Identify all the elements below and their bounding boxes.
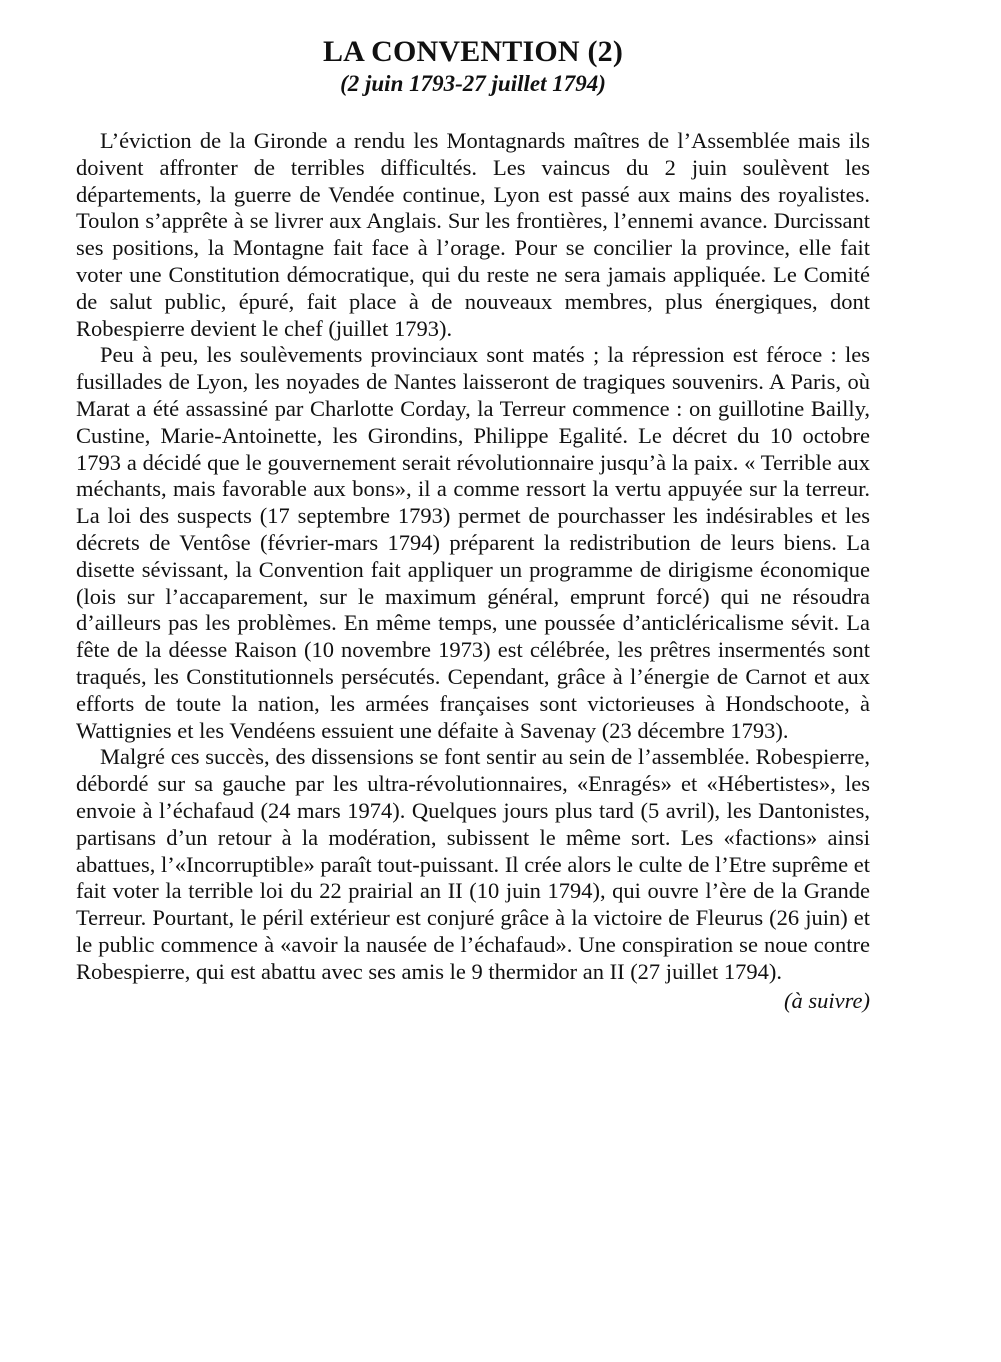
article-body [76, 128, 870, 1013]
page-title: LA CONVENTION (2) [322, 35, 624, 68]
document-page [76, 35, 870, 1013]
paragraph-2: Peu à peu, les soulèvements provinciaux sont matés ; la répression est féroce : les fusillades de Lyon, les noyades de Nantes laisseront de tragiques souvenirs. A Paris, où Marat a été assassiné par Charlotte Corday, la Terreur commence : on guillotine Bailly, Custine, Marie-Antoinette, les Girondins, Philippe Egalité. Le décret du 10 octobre 1793 a décidé que le gouvernement serait révolutionnaire jusqu’à la paix. « Terrible aux méchants, mais favorable aux bons», il a comme ressort la vertu appuyée sur la terreur. La loi des suspects (17 septembre 1793) permet de pourchasser les indésirables et les décrets de Ventôse (février-mars 1794) préparent la redistribution de leurs biens. La disette sévissant, la Convention fait appliquer un programme de dirigisme économique (lois sur l’accaparement, sur le maximum général, emprunt forcé) qui ne résoudra d’ailleurs pas les problèmes. En même temps, une poussée d’anticléricalisme sévit. La fête de la déesse Raison (10 novembre 1973) est célébrée, les prêtres insermentés sont traqués, les Constitutionnels persécutés. Cependant, grâce à l’énergie de Carnot et aux efforts de toute la nation, les armées françaises sont victorieuses à Hondschoote, à Wattignies et les Vendéens essuient une défaite à Savenay (23 décembre 1793). [76, 342, 870, 743]
page-subtitle: (2 juin 1793-27 juillet 1794) [340, 71, 606, 96]
paragraph-1: L’éviction de la Gironde a rendu les Montagnards maîtres de l’Assemblée mais ils doivent affronter de terribles difficultés. Les vaincus du 2 juin soulèvent les départements, la guerre de Vendée continue, Lyon est passé aux mains des royalistes. Toulon s’apprête à se livrer aux Anglais. Sur les frontières, l’ennemi avance. Durcissant ses positions, la Montagne fait face à l’orage. Pour se concilier la province, elle fait voter une Constitution démocratique, qui du reste ne sera jamais appliquée. Le Comité de salut public, épuré, fait place à de nouveaux membres, plus énergiques, dont Robespierre devient le chef (juillet 1793). [76, 128, 870, 341]
paragraph-3: Malgré ces succès, des dissensions se font sentir au sein de l’assemblée. Robespierre, débordé sur sa gauche par les ultra-révolutionnaires, «Enragés» et «Hébertistes», les envoie à l’échafaud (24 mars 1974). Quelques jours plus tard (5 avril), les Dantonistes, partisans d’un retour à la modération, subissent le même sort. Les «factions» ainsi abattues, l’«Incorruptible» paraît tout-puissant. Il crée alors le culte de l’Etre suprême et fait voter la terrible loi du 22 prairial an II (10 juin 1794), qui ouvre l’ère de la Grande Terreur. Pourtant, le péril extérieur est conjuré grâce à la victoire de Fleurus (26 juin) et le public commence à «avoir la nausée de l’échafaud». Une conspiration se noue contre Robespierre, qui est abattu avec ses amis le 9 thermidor an II (27 juillet 1794). [76, 744, 870, 984]
to-be-continued-note: (à suivre) [783, 987, 870, 1013]
